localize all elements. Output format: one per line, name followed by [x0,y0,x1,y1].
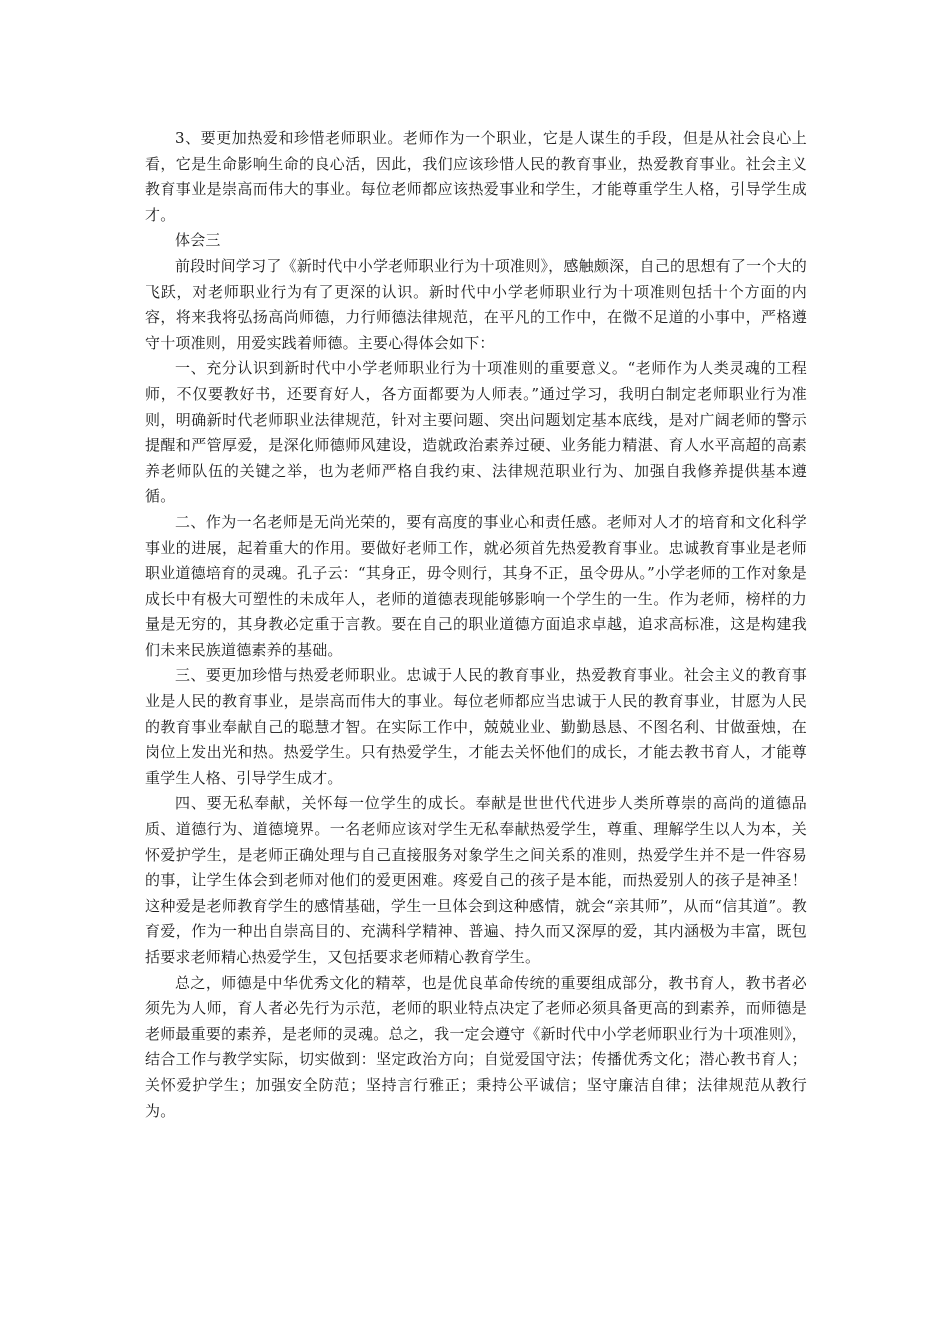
paragraph-point-4-dedication: 四、要无私奉献，关怀每一位学生的成长。奉献是世世代代进步人类所尊崇的高尚的道德品质、道德行为、道德境界。一名老师应该对学生无私奉献热爱学生，尊重、理解学生以人为本，关怀爱护学生，是老师正确处理与自己直接服务对象学生之间关系的准则，热爱学生并不是一件容易的事，让学生体会到老师对他们的爱更困难。疼爱自己的孩子是本能，而热爱别人的孩子是神圣！这种爱是老师教育学生的感情基础，学生一旦体会到这种感情，就会“亲其师”，从而“信其道”。教育爱，作为一种出自崇高目的、充满科学精神、普遍、持久而又深厚的爱，其内涵极为丰富，既包括要求老师精心热爱学生，又包括要求老师精心教育学生。 [145,794,807,966]
paragraph-conclusion: 总之，师德是中华优秀文化的精萃，也是优良革命传统的重要组成部分，教书育人，教书者必须先为人师，育人者必先行为示范，老师的职业特点决定了老师必须具备更高的到素养，而师德是老师最重要的素养，是老师的灵魂。总之，我一定会遵守《新时代中小学老师职业行为十项准则》，结合工作与教学实际，切实做到：坚定政治方向；自觉爱国守法；传播优秀文化；潜心教书育人；关怀爱护学生；加强安全防范；坚持言行雅正；秉持公平诚信；坚守廉洁自律；法律规范从教行为。 [145,973,807,1120]
paragraph-introduction: 前段时间学习了《新时代中小学老师职业行为十项准则》，感触颇深，自己的思想有了一个大的飞跃，对老师职业行为有了更深的认识。新时代中小学老师职业行为十项准则包括十个方面的内容，将来我将弘扬高尚师德，力行师德法律规范，在平凡的工作中，在微不足道的小事中，严格遵守十项准则，用爱实践着师德。主要心得体会如下： [145,256,807,352]
section-heading-experience-3: 体会三 [175,231,221,250]
paragraph-point-3-love-profession: 三、要更加珍惜与热爱老师职业。忠诚于人民的教育事业，热爱教育事业。社会主义的教育事业是人民的教育事业，是崇高而伟大的事业。每位老师都应当忠诚于人民的教育事业，甘愿为人民的教育事业奉献自己的聪慧才智。在实际工作中，兢兢业业、勤勤恳恳、不图名利、甘做蚕烛，在岗位上发出光和热。热爱学生。只有热爱学生，才能去关怀他们的成长，才能去教书育人，才能尊重学生人格、引导学生成才。 [145,666,807,787]
paragraph-point-3-cherish-profession: 3、要更加热爱和珍惜老师职业。老师作为一个职业，它是人谋生的手段，但是从社会良心上看，它是生命影响生命的良心活，因此，我们应该珍惜人民的教育事业，热爱教育事业。社会主义教育事业是崇高而伟大的事业。每位老师都应该热爱事业和学生，才能尊重学生人格，引导学生成才。 [145,129,807,224]
document-page [145,126,807,1124]
paragraph-point-2-responsibility: 二、作为一名老师是无尚光荣的，要有高度的事业心和责任感。老师对人才的培育和文化科学事业的进展，起着重大的作用。要做好老师工作，就必须首先热爱教育事业。忠诚教育事业是老师职业道德培育的灵魂。孔子云：“其身正，毋令则行，其身不正，虽令毋从。”小学老师的工作对象是成长中有极大可塑性的未成年人，老师的道德表现能够影响一个学生的一生。作为老师，榜样的力量是无穷的，其身教必定重于言教。要在自己的职业道德方面追求卓越，追求高标准，这是构建我们未来民族道德素养的基础。 [145,512,807,659]
paragraph-point-1-significance: 一、充分认识到新时代中小学老师职业行为十项准则的重要意义。“老师作为人类灵魂的工程师，不仅要教好书，还要育好人，各方面都要为人师表。”通过学习，我明白制定老师职业行为准则，明确新时代老师职业法律规范，针对主要问题、突出问题划定基本底线，是对广阔老师的警示提醒和严管厚爱，是深化师德师风建设，造就政治素养过硬、业务能力精湛、育人水平高超的高素养老师队伍的关键之举，也为老师严格自我约束、法律规范职业行为、加强自我修养提供基本遵循。 [145,359,807,506]
